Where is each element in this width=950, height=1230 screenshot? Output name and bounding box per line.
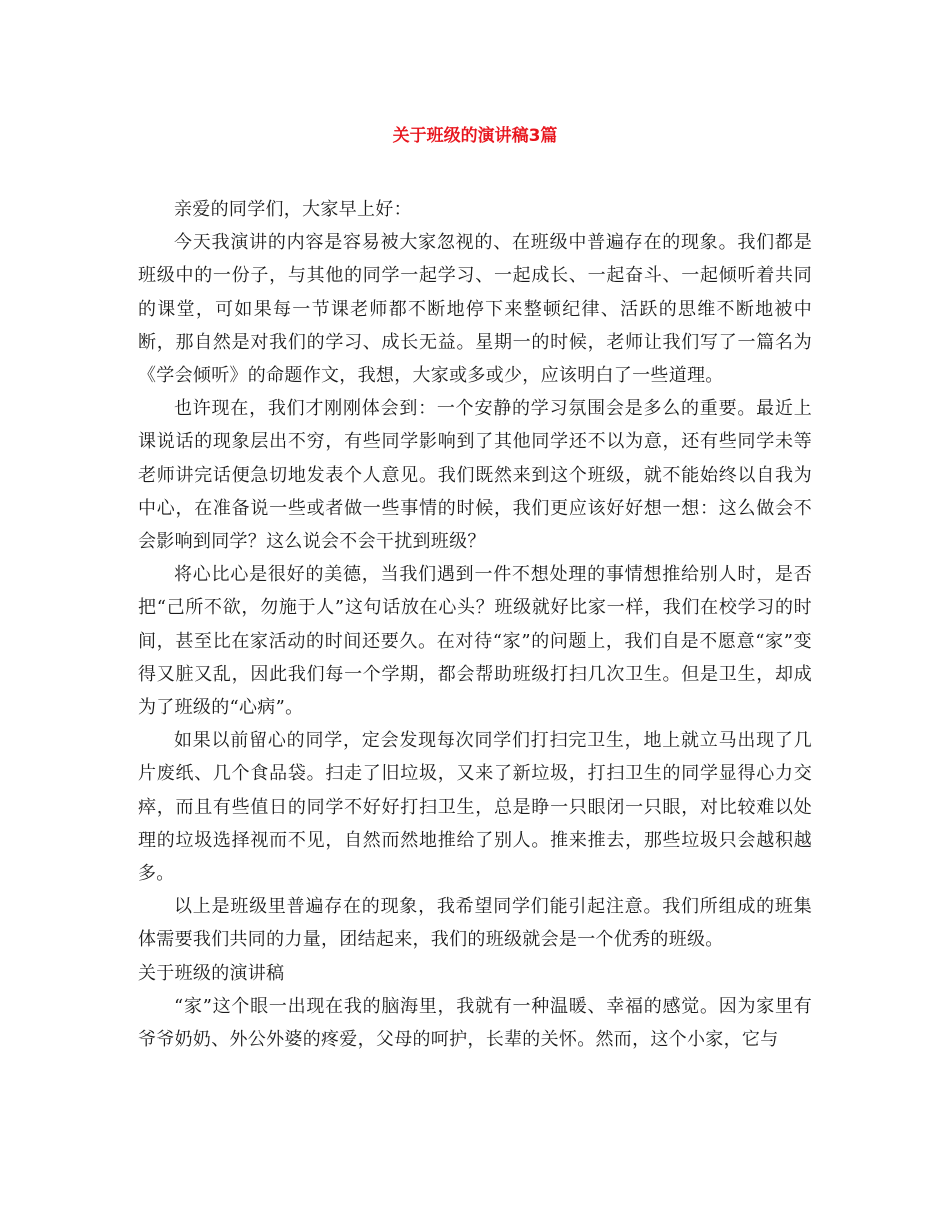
- document-body: [138, 193, 812, 1056]
- document-title: 关于班级的演讲稿3篇: [392, 126, 558, 146]
- paragraph-greeting: 亲爱的同学们，大家早上好：: [174, 199, 412, 220]
- paragraph: “家”这个眼一出现在我的脑海里，我就有一种温暖、幸福的感觉。因为家里有爷爷奶奶、外公外婆的疼爱，父母的呵护，长辈的关怀。然而，这个小家，它与: [138, 995, 812, 1051]
- paragraph: 将心比心是很好的美德，当我们遇到一件不想处理的事情想推给别人时，是否把“己所不欲，勿施于人”这句话放在心头？班级就好比家一样，我们在校学习的时间，甚至比在家活动的时间还要久。在对待“家”的问题上，我们自是不愿意“家”变得又脏又乱，因此我们每一个学期，都会帮助班级打扫几次卫生。但是卫生，却成为了班级的“心病”。: [138, 564, 812, 719]
- paragraph: 今天我演讲的内容是容易被大家忽视的、在班级中普遍存在的现象。我们都是班级中的一份子，与其他的同学一起学习、一起成长、一起奋斗、一起倾听着共同的课堂，可如果每一节课老师都不断地停下来整顿纪律、活跃的思维不断地被中断，那自然是对我们的学习、成长无益。星期一的时候，老师让我们写了一篇名为《学会倾听》的命题作文，我想，大家或多或少，应该明白了一些道理。: [138, 232, 812, 387]
- paragraph: 以上是班级里普遍存在的现象，我希望同学们能引起注意。我们所组成的班集体需要我们共同的力量，团结起来，我们的班级就会是一个优秀的班级。: [138, 896, 812, 951]
- paragraph: 也许现在，我们才刚刚体会到：一个安静的学习氛围会是多么的重要。最近上课说话的现象层出不穷，有些同学影响到了其他同学还不以为意，还有些同学未等老师讲完话便急切地发表个人意见。我们既然来到这个班级，就不能始终以自我为中心，在准备说一些或者做一些事情的时候，我们更应该好好想一想：这么做会不会影响到同学？这么说会不会干扰到班级？: [138, 398, 812, 553]
- paragraph: 如果以前留心的同学，定会发现每次同学们打扫完卫生，地上就立马出现了几片废纸、几个食品袋。扫走了旧垃圾，又来了新垃圾，打扫卫生的同学显得心力交瘁，而且有些值日的同学不好好打扫卫生，总是睁一只眼闭一只眼，对比较难以处理的垃圾选择视而不见，自然而然地推给了别人。推来推去，那些垃圾只会越积越多。: [138, 730, 812, 885]
- section-heading: 关于班级的演讲稿: [138, 962, 285, 984]
